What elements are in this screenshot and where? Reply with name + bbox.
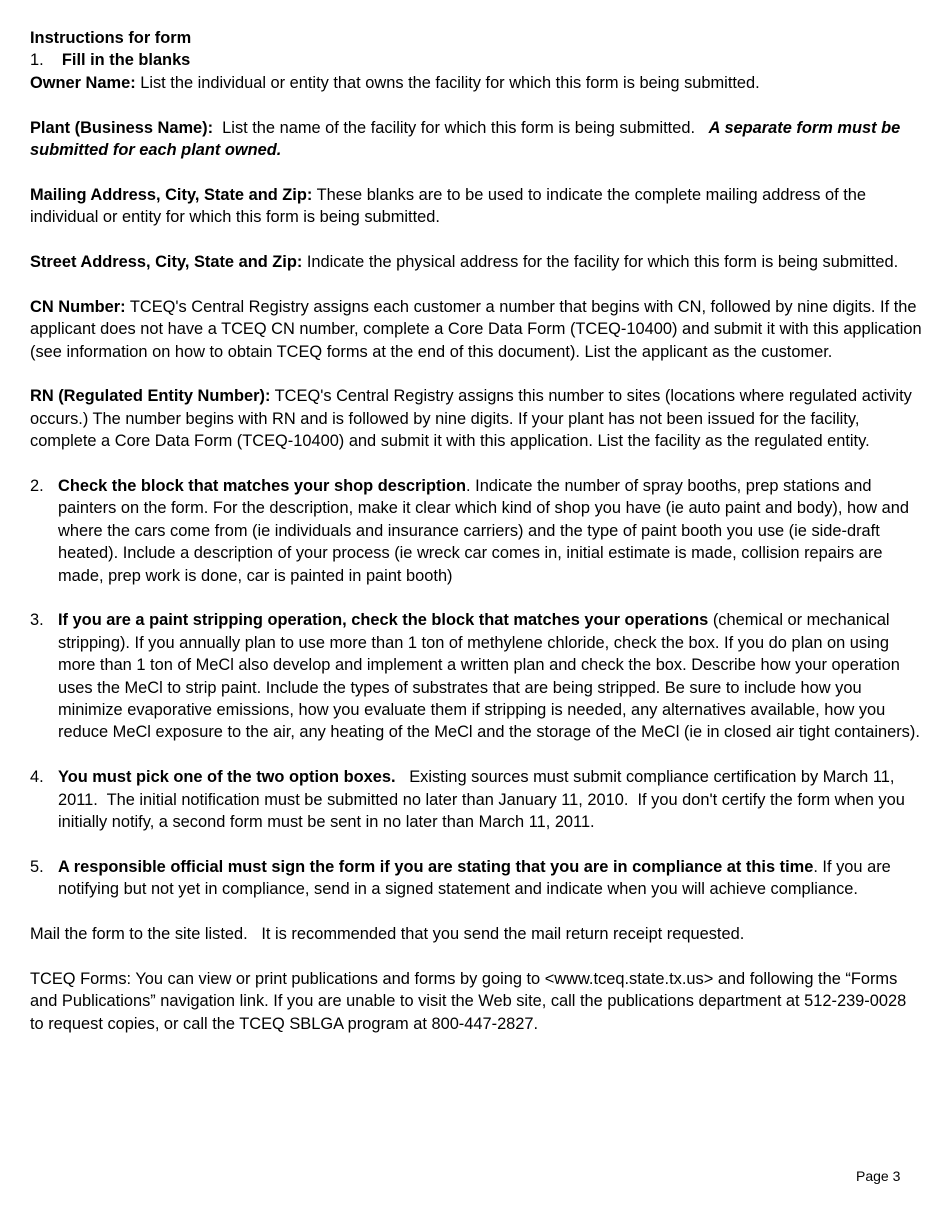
rn-number-text: TCEQ's Central Registry assigns this number to sites (locations where regulated activity occurs.) The number begins with RN and is followed by nine digits. If your plant has not been issued for the facility, complete a Core Data Form (TCEQ-10400) and submit it with this application. List the facility as the regulated entity. <box>30 387 912 451</box>
cn-number-text: TCEQ's Central Registry assigns each customer a number that begins with CN, followed by nine digits. If the applicant does not have a TCEQ CN number, complete a Core Data Form (TCEQ-10400) and submit it with this application (see information on how to obtain TCEQ forms at the end of this document). List the applicant as the customer. <box>30 297 922 361</box>
street-address-label: Street Address, City, State and Zip: <box>30 253 303 272</box>
cn-number-label: CN Number: <box>30 297 126 316</box>
tceq-forms-paragraph: TCEQ Forms: You can view or print publications and forms by going to <www.tceq.state.tx.us> and following the “Forms and Publications” navigation link. If you are unable to visit the Web site, call the publications department at 512-239-0028 to request copies, or call the TCEQ SBLGA program at 800-447-2827. <box>30 969 907 1033</box>
item-3-text: (chemical or mechanical stripping). If you annually plan to use more than 1 ton of methylene chloride, check the box. If you do plan on using more than 1 ton of MeCl also develop and implement a written plan and check the box. Describe how your operation uses the MeCl to strip paint. Include the types of substrates that are being stripped. Be sure to include how you minimize evaporative emissions, how you evaluate them if stripping is needed, any alternatives available, how you reduce MeCl exposure to the air, any heating of the MeCl and the storage of the MeCl (ie in closed air tight containers). <box>58 611 920 742</box>
plant-text: List the name of the facility for which this form is being submitted. <box>213 118 709 137</box>
item-3-title: If you are a paint stripping operation, check the block that matches your operations <box>58 611 709 630</box>
item-4-title: You must pick one of the two option boxes. <box>58 768 396 787</box>
cn-number-paragraph <box>30 296 922 363</box>
instructions-body <box>30 27 922 1035</box>
item-5-text: . If you are notifying but not yet in compliance, send in a signed statement and indicate when you will achieve compliance. <box>58 857 891 899</box>
instruction-item-2 <box>30 475 922 587</box>
page-number: Page 3 <box>856 1168 901 1184</box>
owner-name-paragraph <box>30 72 922 94</box>
owner-name-text: List the individual or entity that owns the facility for which this form is being submitted. <box>135 73 760 92</box>
mailing-address-label: Mailing Address, City, State and Zip: <box>30 185 313 204</box>
mailing-address-paragraph <box>30 184 922 229</box>
item-2-text: . Indicate the number of spray booths, prep stations and painters on the form. For the description, make it clear which kind of shop you have (ie auto paint and body), how and where the cars come from (ie individuals and insurance carriers) and the type of paint booth you use (ie side-draft heated). Include a description of your process (ie wreck car comes in, initial estimate is made, collision repairs are made, prep work is done, car is painted in paint booth) <box>58 477 909 585</box>
item-4-number: 4. <box>30 768 44 787</box>
mail-instructions: Mail the form to the site listed. It is recommended that you send the mail return receipt requested. <box>30 925 745 944</box>
item-5-number: 5. <box>30 857 44 876</box>
instruction-item-4 <box>30 766 922 833</box>
item-2-title: Check the block that matches your shop description <box>58 477 467 496</box>
item-4-text: Existing sources must submit compliance certification by March 11, 2011. The initial notification must be submitted no later than January 11, 2010. If you don't certify the form when you initially notify, a second form must be sent in no later than March 11, 2011. <box>58 768 910 832</box>
section-1-number: 1. <box>30 51 44 70</box>
mailing-address-text: These blanks are to be used to indicate the complete mailing address of the individual or entity for which this form is being submitted. <box>30 185 867 227</box>
item-2-number: 2. <box>30 477 44 496</box>
item-3-number: 3. <box>30 611 44 630</box>
page-heading: Instructions for form <box>30 29 192 47</box>
section-1-title: Fill in the blanks <box>61 51 191 70</box>
rn-number-label: RN (Regulated Entity Number): <box>30 387 271 406</box>
plant-emphasis: A separate form must be submitted for each plant owned. <box>30 118 901 160</box>
plant-label: Plant (Business Name): <box>30 118 214 137</box>
section-1-heading <box>30 49 922 71</box>
owner-name-label: Owner Name: <box>30 73 136 92</box>
item-5-title: A responsible official must sign the form if you are stating that you are in compliance at this time <box>58 857 814 876</box>
street-address-paragraph <box>30 251 922 273</box>
plant-paragraph <box>30 117 922 162</box>
instruction-item-5 <box>30 856 922 901</box>
street-address-text: Indicate the physical address for the facility for which this form is being submitted. <box>302 253 899 272</box>
instruction-item-3 <box>30 609 922 743</box>
rn-number-paragraph <box>30 385 922 452</box>
